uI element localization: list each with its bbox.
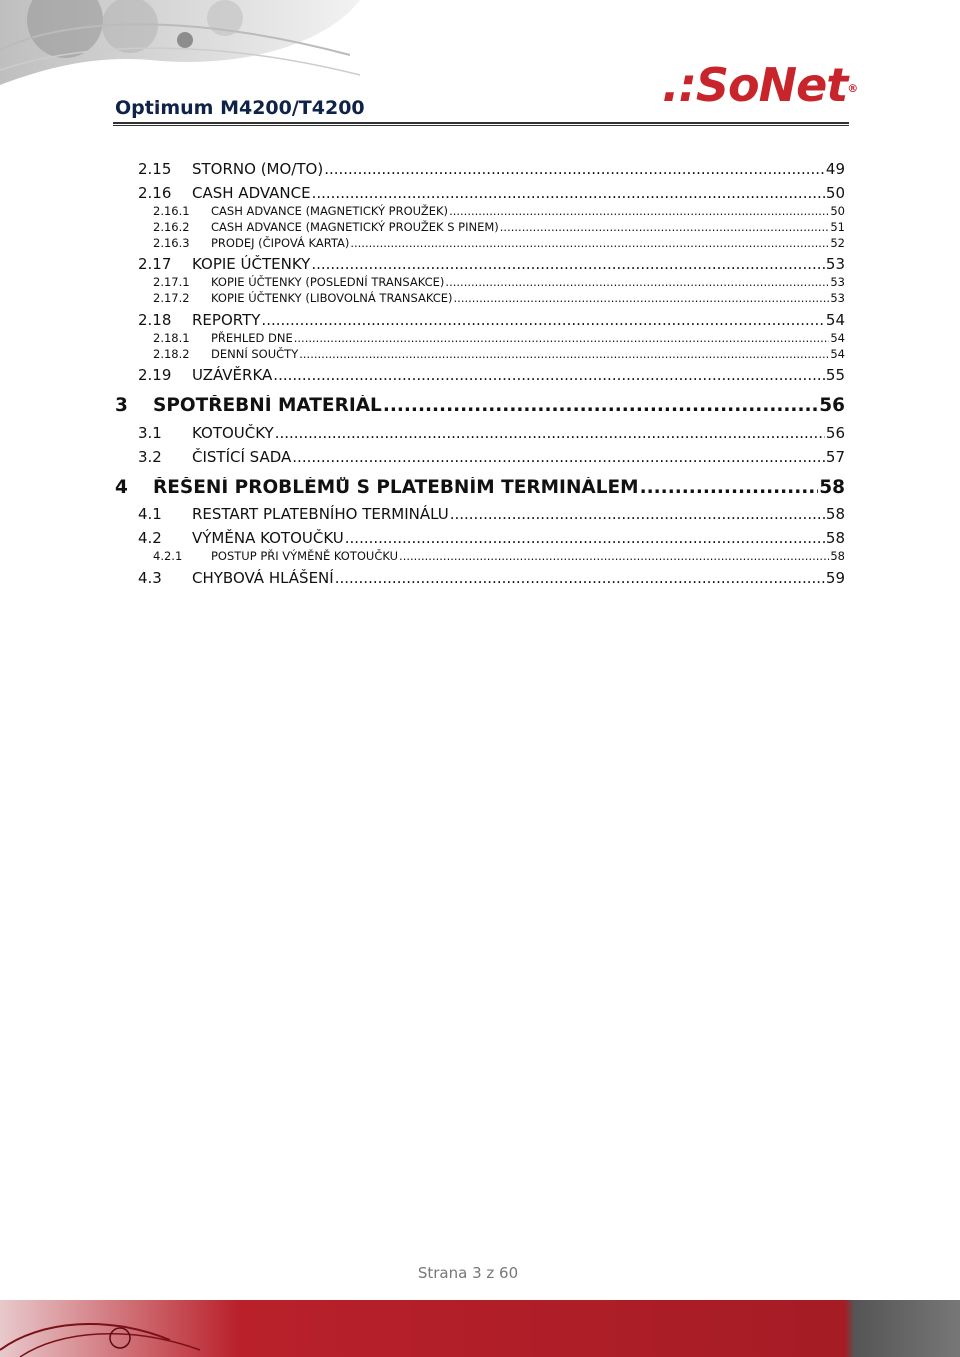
toc-page: 56	[825, 424, 845, 442]
toc-number: 4.2	[138, 529, 162, 547]
toc-leader	[500, 220, 830, 234]
toc-page: 57	[825, 448, 845, 466]
toc-leader	[311, 255, 825, 273]
toc-entry[interactable]	[138, 366, 845, 386]
toc-number: 2.16.3	[153, 236, 190, 250]
toc-entry[interactable]	[115, 395, 845, 419]
toc-entry[interactable]	[138, 448, 845, 468]
toc-number: 3	[115, 395, 128, 416]
toc-text: ČISTÍCÍ SADA	[192, 448, 292, 466]
toc-number: 2.16.1	[153, 204, 190, 218]
toc-number: 4	[115, 477, 128, 498]
toc-leader	[273, 366, 825, 384]
header-rule	[113, 122, 849, 124]
toc-number: 2.17	[138, 255, 172, 273]
logo-text: SoNet	[695, 58, 848, 112]
toc-text: VÝMĚNA KOTOUČKU	[192, 529, 344, 547]
toc-text: REPORTY	[192, 311, 261, 329]
toc-entry[interactable]	[138, 424, 845, 444]
toc-number: 3.2	[138, 448, 162, 466]
toc-leader	[294, 331, 830, 345]
toc-leader	[445, 275, 829, 289]
toc-text: CHYBOVÁ HLÁŠENÍ	[192, 569, 334, 587]
toc-page: 54	[830, 347, 845, 361]
toc-page: 50	[830, 204, 845, 218]
toc-text: PŘEHLED DNE	[211, 331, 293, 345]
toc-number: 2.17.1	[153, 275, 190, 289]
toc-number: 4.1	[138, 505, 162, 523]
toc-entry[interactable]	[153, 549, 845, 565]
toc-text: POSTUP PŘI VÝMĚNĚ KOTOUČKU	[211, 549, 399, 563]
toc-page: 58	[830, 549, 845, 563]
toc-leader	[335, 569, 825, 587]
toc-text: ŘEŠENÍ PROBLÉMŮ S PLATEBNÍM TERMINÁLEM	[153, 477, 639, 498]
toc-entry[interactable]	[138, 160, 845, 180]
decorative-header-graphic	[0, 0, 380, 90]
toc-text: KOPIE ÚČTENKY (LIBOVOLNÁ TRANSAKCE)	[211, 291, 453, 305]
toc-text: SPOTŘEBNÍ MATERIÁL	[153, 395, 382, 416]
toc-page: 58	[825, 529, 845, 547]
toc-page: 55	[825, 366, 845, 384]
toc-leader	[299, 347, 829, 361]
toc-leader	[345, 529, 825, 547]
toc-entry[interactable]	[153, 331, 845, 347]
registered-mark: ®	[847, 82, 858, 95]
toc-page: 50	[825, 184, 845, 202]
toc-entry[interactable]	[153, 291, 845, 307]
toc-text: CASH ADVANCE (MAGNETICKÝ PROUŽEK)	[211, 204, 449, 218]
toc-leader	[261, 311, 824, 329]
toc-entry[interactable]	[138, 529, 845, 549]
toc-text: KOTOUČKY	[192, 424, 274, 442]
toc-leader	[399, 549, 829, 563]
toc-number: 4.2.1	[153, 549, 183, 563]
toc-entry[interactable]	[138, 311, 845, 331]
header-rule-thin	[113, 125, 849, 126]
toc-entry[interactable]	[153, 220, 845, 236]
toc-text: CASH ADVANCE	[192, 184, 311, 202]
toc-entry[interactable]	[138, 255, 845, 275]
toc-page: 58	[825, 505, 845, 523]
toc-text: STORNO (MO/TO)	[192, 160, 324, 178]
toc-leader	[449, 204, 829, 218]
toc-text: KOPIE ÚČTENKY (POSLEDNÍ TRANSAKCE)	[211, 275, 445, 289]
toc-leader	[292, 448, 825, 466]
toc-number: 2.18.1	[153, 331, 190, 345]
toc-page: 53	[830, 275, 845, 289]
sonet-logo	[662, 60, 857, 110]
toc-number: 2.19	[138, 366, 172, 384]
toc-page: 54	[830, 331, 845, 345]
toc-leader	[350, 236, 829, 250]
toc-entry[interactable]	[138, 569, 845, 589]
toc-page: 51	[830, 220, 845, 234]
toc-page: 59	[825, 569, 845, 587]
toc-page: 58	[819, 477, 845, 498]
toc-leader	[640, 477, 819, 498]
toc-entry[interactable]	[153, 347, 845, 363]
toc-leader	[454, 291, 830, 305]
toc-text: UZÁVĚRKA	[192, 366, 273, 384]
toc-entry[interactable]	[138, 184, 845, 204]
toc-page: 52	[830, 236, 845, 250]
toc-page: 53	[825, 255, 845, 273]
document-title: Optimum M4200/T4200	[115, 97, 365, 119]
toc-number: 2.16	[138, 184, 172, 202]
toc-number: 2.16.2	[153, 220, 190, 234]
toc-text: CASH ADVANCE (MAGNETICKÝ PROUŽEK S PINEM)	[211, 220, 499, 234]
toc-entry[interactable]	[138, 505, 845, 525]
toc-number: 4.3	[138, 569, 162, 587]
toc-number: 2.15	[138, 160, 172, 178]
toc-leader	[275, 424, 825, 442]
logo-dots-icon: .:	[662, 58, 696, 112]
toc-entry[interactable]	[153, 204, 845, 220]
toc-leader	[324, 160, 825, 178]
toc-leader	[383, 395, 818, 416]
toc-page: 56	[819, 395, 845, 416]
toc-leader	[312, 184, 825, 202]
toc-entry[interactable]	[153, 236, 845, 252]
toc-entry[interactable]	[153, 275, 845, 291]
toc-text: PRODEJ (ČIPOVÁ KARTA)	[211, 236, 350, 250]
toc-text: RESTART PLATEBNÍHO TERMINÁLU	[192, 505, 449, 523]
toc-page: 49	[825, 160, 845, 178]
toc-page: 54	[825, 311, 845, 329]
toc-number: 3.1	[138, 424, 162, 442]
toc-number: 2.17.2	[153, 291, 190, 305]
toc-page: 53	[830, 291, 845, 305]
toc-number: 2.18	[138, 311, 172, 329]
toc-leader	[450, 505, 825, 523]
toc-text: KOPIE ÚČTENKY	[192, 255, 311, 273]
decorative-footer-bar	[0, 1300, 960, 1357]
page-number: Strana 3 z 60	[417, 1264, 519, 1282]
toc-text: DENNÍ SOUČTY	[211, 347, 299, 361]
toc-entry[interactable]	[115, 477, 845, 501]
toc-number: 2.18.2	[153, 347, 190, 361]
